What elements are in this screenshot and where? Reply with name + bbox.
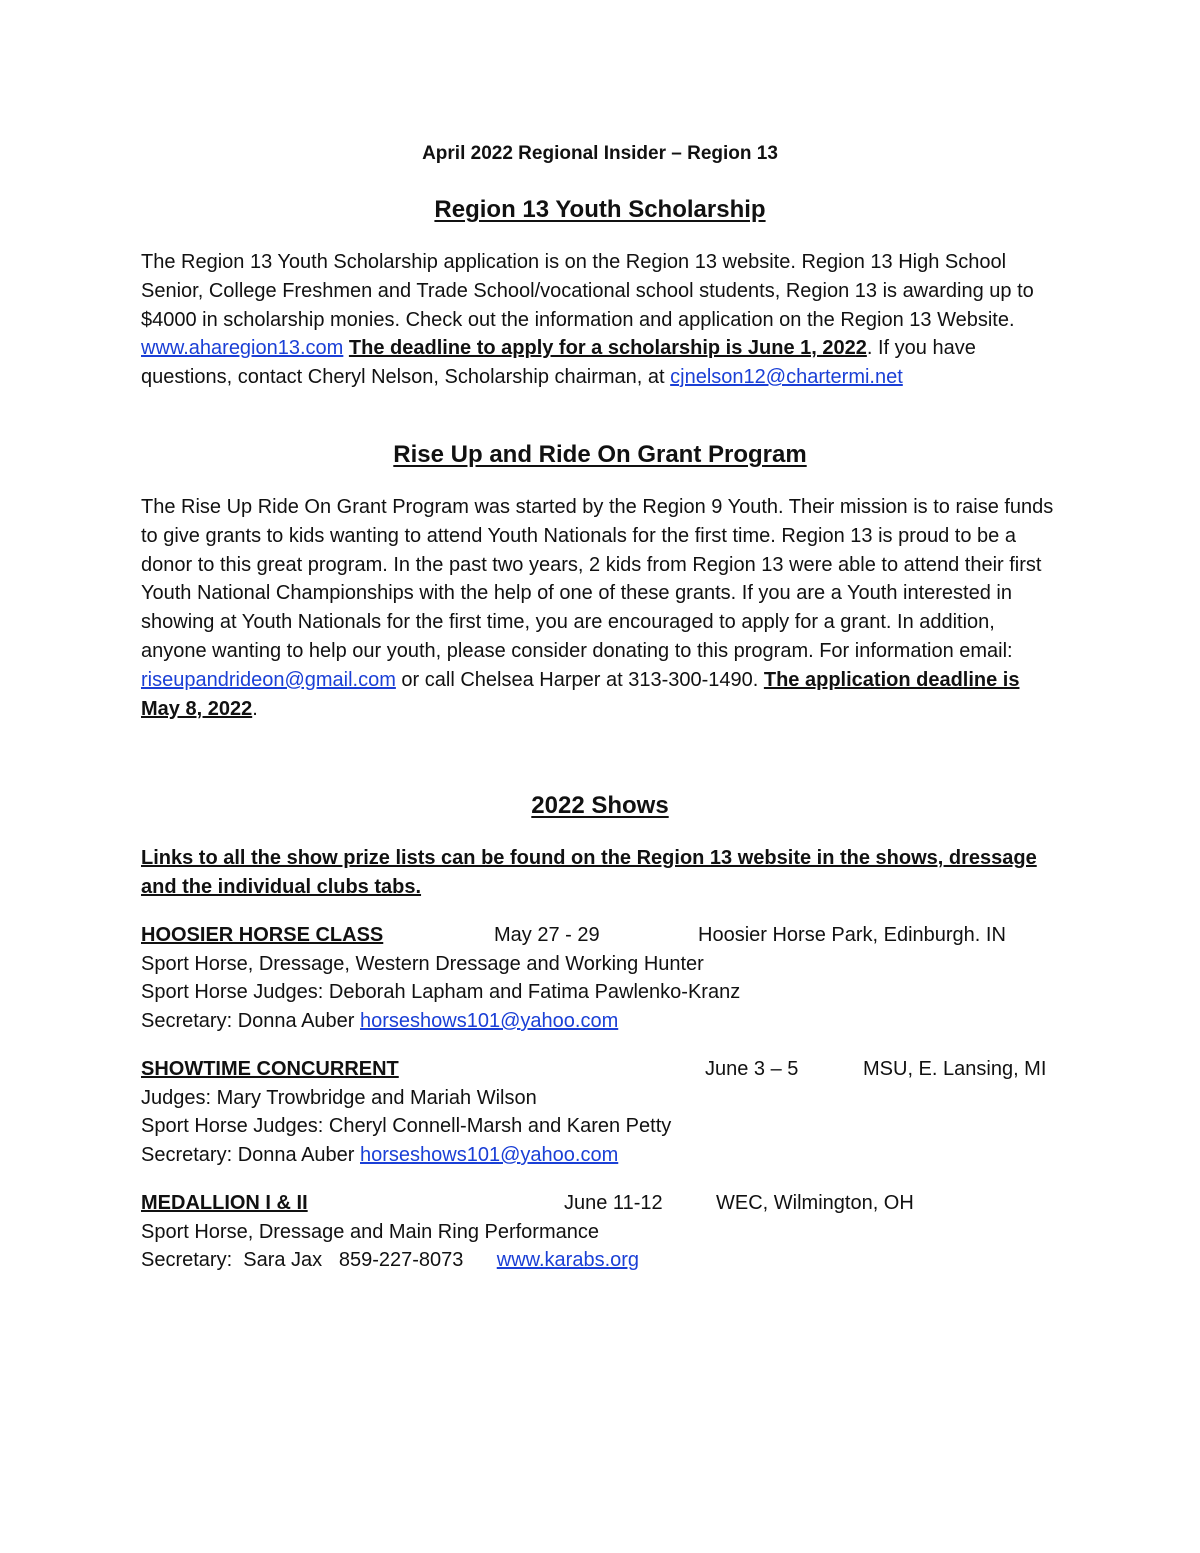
grant-period: . xyxy=(252,697,258,720)
grant-paragraph xyxy=(141,493,1059,723)
scholarship-paragraph xyxy=(141,248,1059,392)
show-judges: Sport Horse Judges: Deborah Lapham and Fatima Pawlenko-Kranz xyxy=(141,981,741,1004)
shows-intro: Links to all the show prize lists can be found on the Region 13 website in the shows, dressage and the individual clubs tabs. xyxy=(141,847,1037,898)
grant-deadline: The application deadline is May 8, 2022 xyxy=(141,668,1020,720)
show-sport-horse-judges: Sport Horse Judges: Cheryl Connell-Marsh and Karen Petty xyxy=(141,1115,672,1138)
show-name: HOOSIER HORSE CLASS xyxy=(141,924,384,946)
scholarship-heading: Region 13 Youth Scholarship xyxy=(434,196,766,223)
secretary-text: Secretary: Sara Jax 859-227-8073 xyxy=(141,1249,497,1272)
grant-email-link[interactable]: riseupandrideon@gmail.com xyxy=(141,668,396,691)
show-judges: Judges: Mary Trowbridge and Mariah Wilson xyxy=(141,1086,537,1109)
show-location: WEC, Wilmington, OH xyxy=(716,1192,914,1214)
show-name: SHOWTIME CONCURRENT xyxy=(141,1058,399,1080)
show-date: May 27 - 29 xyxy=(494,924,600,946)
show-secretary xyxy=(141,1141,1071,1170)
show-name: MEDALLION I & II xyxy=(141,1192,308,1214)
grant-text: The Rise Up Ride On Grant Program was started by the Region 9 Youth. Their mission is to raise funds to give grants to kids wanting to attend Youth Nationals for the first time. Region 13 is proud to be a donor to this great program. In the past two years, 2 kids from Region 13 were able to attend their first Youth National Championships with the help of one of these grants. If you are a Youth interested in showing at Youth Nationals for the first time, you are encouraged to apply for a grant. In addition, anyone wanting to help our youth, please consider donating to this program. For information email: xyxy=(141,496,1054,662)
scholarship-contact-text: . If you have questions, contact Cheryl Nelson, Scholarship chairman, at xyxy=(141,337,976,389)
grant-heading: Rise Up and Ride On Grant Program xyxy=(393,441,807,468)
scholarship-email-link[interactable]: cjnelson12@chartermi.net xyxy=(670,366,903,389)
scholarship-text: The Region 13 Youth Scholarship application is on the Region 13 website. Region 13 High School Senior, College Freshmen and Trade School/vocational school students, Region 13 is awarding up to $4000 in scholarship monies. Check out the information and application on the Region 13 Website. xyxy=(141,251,1034,331)
secretary-text: Secretary: Donna Auber xyxy=(141,1144,361,1167)
show-link[interactable]: www.karabs.org xyxy=(496,1249,640,1272)
show-link[interactable]: horseshows101@yahoo.com xyxy=(360,1144,619,1167)
show-entry xyxy=(141,1055,1071,1170)
secretary-text: Secretary: Donna Auber xyxy=(141,1010,361,1033)
scholarship-website-link[interactable]: www.aharegion13.com xyxy=(141,337,344,360)
grant-contact-text: or call Chelsea Harper at 313-300-1490. xyxy=(395,668,764,691)
show-entry xyxy=(141,1189,1071,1275)
show-entry xyxy=(141,921,1071,1036)
document-title: April 2022 Regional Insider – Region 13 xyxy=(422,143,778,164)
show-classes: Sport Horse, Dressage, Western Dressage and Working Hunter xyxy=(141,952,704,975)
show-link[interactable]: horseshows101@yahoo.com xyxy=(360,1010,619,1033)
show-location: MSU, E. Lansing, MI xyxy=(863,1058,1047,1080)
scholarship-deadline: The deadline to apply for a scholarship is June 1, 2022 xyxy=(348,337,867,360)
show-secretary xyxy=(141,1007,1071,1036)
shows-heading: 2022 Shows xyxy=(531,792,669,819)
show-classes: Sport Horse, Dressage and Main Ring Performance xyxy=(141,1220,599,1243)
show-location: Hoosier Horse Park, Edinburgh. IN xyxy=(698,924,1006,946)
show-date: June 3 – 5 xyxy=(705,1058,799,1080)
show-date: June 11-12 xyxy=(564,1192,663,1214)
show-secretary xyxy=(141,1246,1071,1275)
